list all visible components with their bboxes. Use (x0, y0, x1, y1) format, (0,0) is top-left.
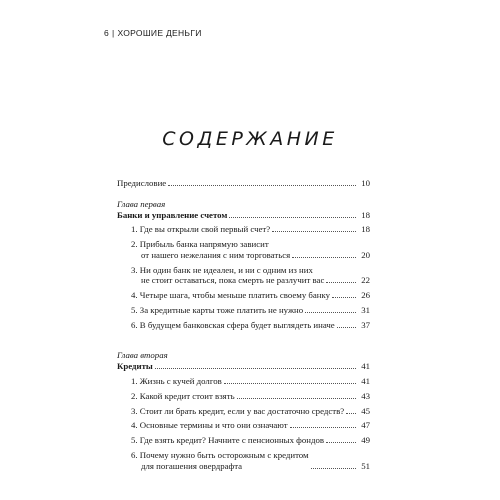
toc-entry-section[interactable] (117, 224, 370, 235)
toc-entry-line: 3. Ни один банк не идеален, и ни с одним из них (131, 264, 313, 275)
toc-entry-chapter[interactable] (117, 210, 370, 221)
dot-leader (326, 442, 356, 443)
toc-entry-page: 22 (361, 275, 370, 286)
toc-entry-line: 1. Жизнь с кучей долгов (131, 376, 222, 387)
toc-entry-chapter[interactable] (117, 361, 370, 372)
toc-entry-section[interactable] (117, 305, 370, 316)
toc-entry-line: от нашего нежелания с ним торговаться (141, 249, 291, 260)
toc-entry-line: 4. Четыре шага, чтобы меньше платить своему банку (131, 290, 331, 300)
toc-entry-label (131, 290, 330, 301)
dot-leader (311, 468, 356, 469)
toc-entry-label (131, 265, 324, 286)
dot-leader (237, 398, 356, 399)
chapter-label: Глава вторая (117, 350, 168, 361)
toc-entry-line: 2. Прибыль банка напрямую зависит (131, 239, 269, 250)
toc-entry-section[interactable] (117, 420, 370, 431)
toc-entry-section[interactable] (117, 239, 370, 260)
chapter-title: Кредиты (117, 361, 153, 372)
toc-entry-label (131, 224, 270, 235)
toc-entry-line: 2. Какой кредит стоит взять (131, 390, 235, 401)
toc-entry-page: 41 (361, 376, 370, 387)
toc-entry-label (131, 239, 290, 260)
dot-leader (326, 282, 356, 283)
toc-entry-page: 41 (361, 361, 370, 372)
toc-entry-page: 47 (361, 420, 370, 431)
toc-entry-page: 20 (361, 249, 370, 260)
toc-entry-page: 43 (361, 390, 370, 401)
toc-entry-line: 6. Почему нужно быть осторожным с кредитом (131, 449, 309, 460)
toc-entry-label (131, 420, 288, 431)
toc-entry-section[interactable] (117, 320, 370, 331)
toc-entry-line: для погашения овердрафта (141, 460, 243, 471)
dot-leader (168, 185, 356, 186)
dot-leader (229, 217, 356, 218)
dot-leader (290, 427, 356, 428)
dot-leader (224, 383, 356, 384)
chapter-label: Глава первая (117, 198, 166, 209)
toc-entry-line: не стоит оставаться, пока смерть не разлучит вас (141, 275, 325, 286)
toc-entry-label (131, 406, 344, 417)
dot-leader (155, 368, 356, 369)
dot-leader (292, 257, 356, 258)
table-of-contents (117, 178, 370, 475)
toc-entry-page: 49 (361, 435, 370, 446)
toc-entry-line: 5. За кредитные карты тоже платить не нужно (131, 304, 304, 315)
toc-entry-page: 26 (361, 290, 370, 300)
toc-entry-line: 4. Основные термины и что они означают (131, 420, 288, 431)
toc-entry-page: 45 (361, 405, 370, 416)
toc-entry-line: 3. Стоит ли брать кредит, если у вас достаточно средств? (131, 405, 345, 416)
running-head (104, 28, 202, 38)
toc-entry-section[interactable] (117, 265, 370, 286)
dot-leader (305, 312, 356, 313)
toc-entry-page: 18 (361, 224, 370, 235)
toc-entry-label: Предисловие (117, 178, 167, 188)
book-title: ХОРОШИЕ ДЕНЬГИ (117, 28, 202, 38)
toc-entry-line: 6. В будущем банковская сфера будет выглядеть иначе (131, 319, 335, 330)
running-head-separator: | (112, 28, 115, 38)
toc-entry-label (131, 391, 235, 402)
dot-leader (272, 231, 356, 232)
chapter-title: Банки и управление счетом (117, 209, 228, 220)
toc-entry-line: 1. Где вы открыли свой первый счет? (131, 224, 271, 235)
dot-leader (332, 297, 356, 298)
toc-entry-section[interactable] (117, 406, 370, 417)
toc-entry-line: 5. Где взять кредит? Начните с пенсионных фондов (131, 435, 325, 446)
page-number: 6 (104, 28, 110, 38)
toc-entry-section[interactable] (117, 376, 370, 387)
toc-entry-section[interactable] (117, 450, 370, 471)
toc-entry-label (131, 450, 309, 471)
toc-entry-preface[interactable] (117, 178, 370, 189)
toc-entry-label (131, 435, 324, 446)
toc-entry-section[interactable] (117, 435, 370, 446)
dot-leader (346, 413, 356, 414)
toc-entry-page: 37 (361, 319, 370, 330)
chapters-list (117, 199, 370, 472)
toc-entry-label (131, 305, 303, 316)
toc-entry-label (131, 376, 222, 387)
toc-entry-label (131, 320, 335, 331)
toc-entry-page: 18 (361, 209, 370, 220)
toc-entry-section[interactable] (117, 391, 370, 402)
contents-title: СОДЕРЖАНИЕ (162, 128, 338, 150)
toc-entry-page: 31 (361, 304, 370, 315)
dot-leader (337, 327, 356, 328)
toc-entry-section[interactable] (117, 290, 370, 301)
toc-entry-page: 10 (361, 178, 370, 188)
toc-entry-page: 51 (361, 460, 370, 471)
